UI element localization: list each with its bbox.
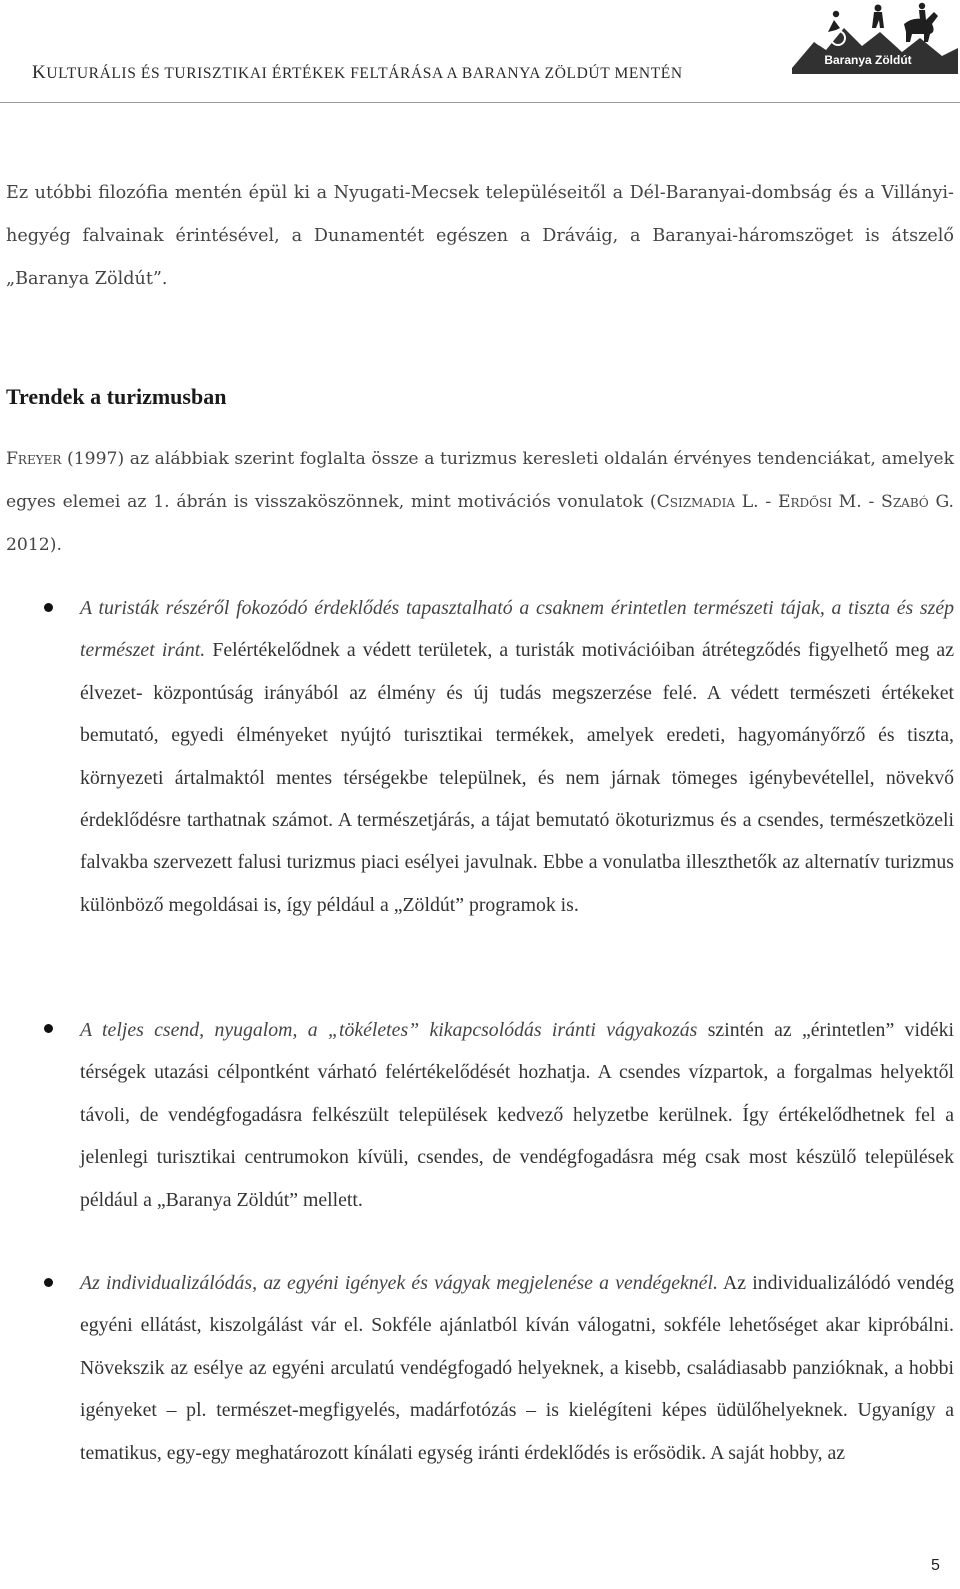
list-item-text: Felértékelődnek a védett területek, a turisták motivációiban átrétegződés figyelhető meg az élvezet- központúság irányából az élmény és új tudás megszerzése felé. A védett természeti értékeket bemutató, egyedi élményeket nyújtó turisztikai termékek, amelyek eredeti, hagyományőrző és tiszta, környezeti ártalmaktól mentes térségekbe települnek, és nem járnak tömeges igénybevétellel, növekvő érdeklődésre tarthatnak számot. A természetjárás, a tájat bemutató ökoturizmus és a csendes, természetközeli falvakba szervezett falusi turizmus piaci esélyei javulnak. Ebbe a vonulatba illeszthetők az alternatív turizmus különböző megoldásai is, így például a „Zöldút” programok is. bbox=[80, 639, 954, 916]
author-name: Freyer bbox=[6, 449, 62, 469]
citation-author-3: Szabó G. bbox=[881, 492, 955, 512]
citation-author-1: Csizmadia L. bbox=[656, 492, 759, 512]
list-item-italic: Az individualizálódás, az egyéni igények és vágyak megjelenése a vendégeknél. bbox=[80, 1272, 718, 1294]
section-heading: Trendek a turizmusban bbox=[6, 384, 227, 409]
bullet-dot-icon bbox=[44, 603, 53, 612]
list-item bbox=[80, 1262, 954, 1474]
list-item bbox=[80, 1009, 954, 1221]
bullet-dot-icon bbox=[44, 1024, 53, 1033]
citation-author-2: Erdősi M. bbox=[777, 492, 862, 512]
page-number: 5 bbox=[931, 1557, 940, 1574]
intro-paragraph: Ez utóbbi filozófia mentén épül ki a Nyugati-Mecsek településeitől a Dél-Baranyai-dombság és a Villányi-hegyég falvainak érintésével, a Dunamentét egészen a Dráváig, a Baranyai-háromszöget is átszelő „Baranya Zöldút”. bbox=[6, 183, 954, 289]
list-item-italic: A turisták részéről fokozódó érdeklődés tapasztalható a csaknem érintetlen természeti tájak, a tiszta és szép természet iránt. bbox=[80, 597, 954, 662]
section-paragraph-text: (1997) az alábbiak szerint foglalta össze a turizmus keresleti oldalán érvényes tendenciákat, amelyek egyes elemei az 1. ábrán is visszaköszönnek, mint motivációs vonulatok ( bbox=[6, 449, 954, 512]
list-item-italic: A teljes csend, nyugalom, a „tökéletes” kikapcsolódás iránti vágyakozás bbox=[80, 1019, 698, 1041]
bullet-dot-icon bbox=[44, 1278, 53, 1287]
logo-text: Baranya Zöldút bbox=[824, 53, 912, 67]
list-item-text: szintén az „érintetlen” vidéki térségek utazási célpontként várható felértékelődését hozhatja. A csendes vízpartok, a forgalmas helyektől távoli, de vendégfogadásra felkészült települések kedvező helyzetbe kerülnek. Így értékelődhetnek fel a jelenlegi turisztikai centrumokon kívüli, csendes, de vendégfogadásra még csak most készülő települések például a „Baranya Zöldút” mellett. bbox=[80, 1019, 954, 1211]
running-head-title: KULTURÁLIS ÉS TURISZTIKAI ÉRTÉKEK FELTÁRÁSA A BARANYA ZÖLDÚT MENTÉN bbox=[32, 62, 683, 83]
section-paragraph bbox=[6, 438, 954, 567]
list-item bbox=[80, 587, 954, 926]
citation-separator: - bbox=[758, 492, 778, 512]
baranya-zoldut-logo bbox=[792, 2, 958, 86]
citation-year: 2012). bbox=[6, 535, 62, 555]
citation-separator: - bbox=[861, 492, 882, 512]
list-item-text: Az individualizálódó vendég egyéni ellátást, kiszolgálást vár el. Sokféle ajánlatból kíván válogatni, sokféle lehetőséget akar kipróbálni. Növekszik az esélye az egyéni arculatú vendégfogadó helyeknek, a kisebb, családiasabb panzióknak, a hobbi igényeket – pl. természet-megfigyelés, madárfotózás – is kielégíteni képes üdülőhelyeknek. Ugyanígy a tematikus, egy-egy meghatározott kínálati egység iránti érdeklődés is erősödik. A saját hobby, az bbox=[80, 1272, 954, 1464]
page-header bbox=[0, 0, 960, 103]
